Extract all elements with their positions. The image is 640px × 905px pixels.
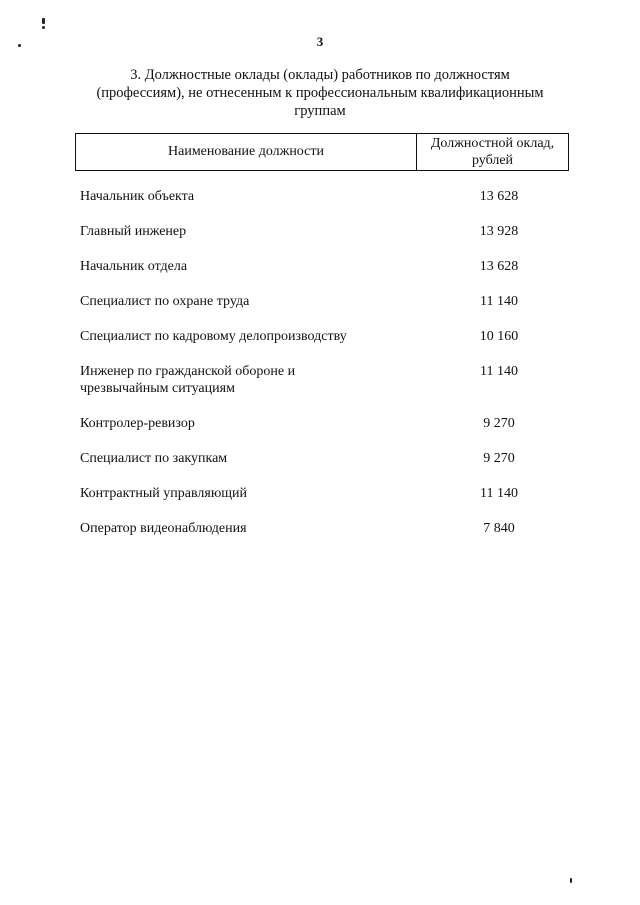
position-name: Главный инженер — [80, 224, 187, 239]
table-row — [80, 188, 570, 205]
salary-value: 11 140 — [480, 294, 518, 309]
column-header-salary — [417, 134, 568, 170]
heading-line: (профессиям), не отнесенным к профессиональным квалификационным — [96, 85, 544, 101]
table-row — [80, 293, 570, 310]
position-name: Специалист по кадровому делопроизводству — [80, 329, 347, 344]
position-name: Контрактный управляющий — [80, 486, 248, 501]
salary-value: 10 160 — [479, 329, 519, 344]
position-name — [80, 363, 420, 397]
salary-value: 13 928 — [479, 224, 519, 239]
position-name: Специалист по закупкам — [80, 451, 228, 466]
position-name: Контролер-ревизор — [80, 416, 195, 431]
salary-table-header — [75, 133, 569, 171]
salary-value: 13 628 — [479, 189, 519, 204]
position-name: Специалист по охране труда — [80, 294, 250, 309]
table-row — [80, 415, 570, 432]
table-row — [80, 328, 570, 345]
scan-speck — [570, 878, 572, 883]
table-row — [80, 223, 570, 240]
position-name: Оператор видеонаблюдения — [80, 521, 247, 536]
table-row — [80, 450, 570, 467]
position-name-line: Инженер по гражданской обороне и — [80, 364, 296, 379]
salary-value: 13 628 — [479, 259, 519, 274]
salary-value: 11 140 — [480, 364, 518, 379]
table-row — [80, 258, 570, 275]
table-header-row — [75, 133, 569, 171]
column-header-salary-line: рублей — [471, 153, 514, 168]
table-row — [80, 485, 570, 502]
heading-line: группам — [294, 103, 346, 119]
page-number: 3 — [316, 34, 324, 49]
scan-speck — [42, 26, 45, 29]
heading-line: 3. Должностные оклады (оклады) работников по должностям — [130, 67, 510, 83]
position-name-line: чрезвычайным ситуациям — [80, 381, 235, 396]
position-name: Начальник объекта — [80, 189, 195, 204]
salary-value: 11 140 — [480, 486, 518, 501]
column-header-position: Наименование должности — [76, 134, 417, 170]
scan-speck — [42, 18, 45, 24]
salary-value: 7 840 — [483, 521, 515, 536]
section-heading — [60, 66, 580, 120]
table-row — [80, 363, 570, 397]
position-name: Начальник отдела — [80, 259, 188, 274]
salary-value: 9 270 — [483, 416, 515, 431]
table-row — [80, 520, 570, 537]
salary-value: 9 270 — [483, 451, 515, 466]
column-header-salary-line: Должностной оклад, — [430, 136, 555, 151]
salary-table-body — [80, 188, 570, 537]
